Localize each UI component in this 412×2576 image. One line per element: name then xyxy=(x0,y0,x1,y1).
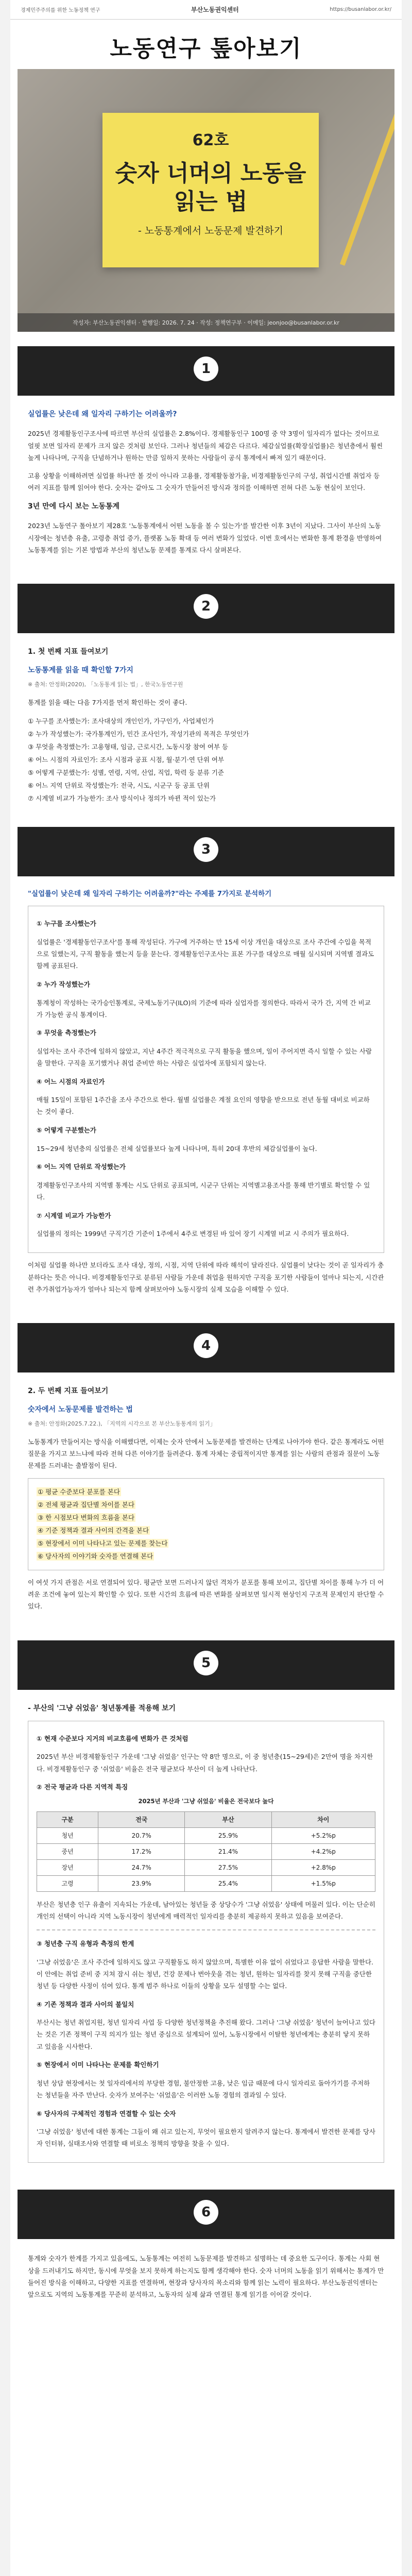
table-row xyxy=(37,1876,375,1892)
page-bottom xyxy=(10,2314,402,2334)
table-header: 부산 xyxy=(185,1811,271,1827)
paragraph: 노동통계가 만들어지는 방식을 이해했다면, 이제는 숫자 안에서 노동문제를 발견하는 단계로 나아가야 한다. 같은 통계라도 어떤 질문을 가지고 보느냐에 따라 전혀 다른 이야기를 들려준다. 통계 자체는 중립적이지만 통계를 읽는 사람의 관점과 질문이 노동문제를 드러내는 출발점이 된다. xyxy=(28,1437,384,1470)
box-caption: ⑥ 당사자의 구체적인 경험과 연결할 수 있는 숫자 xyxy=(37,2109,176,2117)
section-heading: 실업률은 낮은데 왜 일자리 구하기는 어려울까? xyxy=(28,410,177,418)
box-caption: ③ 무엇을 측정했는가 xyxy=(37,1029,96,1037)
paragraph: 2025년 부산 비경제활동인구 가운데 '그냥 쉬었음' 인구는 약 8만 명으로, 이 중 청년층(15~29세)은 2만여 명을 차지한다. 비경제활동인구 중 '쉬었음' 비율은 전국 평균보다 부산이 더 높게 나타난다. xyxy=(37,1753,373,1773)
section-2 xyxy=(18,584,394,812)
list-item xyxy=(37,1550,375,1562)
table-cell: 25.4% xyxy=(185,1876,271,1892)
list-item: ⑥ 어느 지역 단위로 작성했는가: 전국, 시도, 시군구 등 공표 단위 xyxy=(28,782,210,790)
section-heading: 1. 첫 번째 지표 들여보기 xyxy=(28,648,109,656)
checklist xyxy=(28,715,384,805)
hero-note xyxy=(102,113,319,267)
table-header: 차이 xyxy=(271,1811,375,1827)
paragraph: 부산시는 청년 취업지원, 청년 일자리 사업 등 다양한 청년정책을 추진해 왔다. 그러나 '그냥 쉬었음' 청년이 늘어나고 있다는 것은 기존 정책이 구직 의지가 있는 청년 중심으로 설계되어 있어, 노동시장에서 이탈한 청년에게는 충분히 닿지 못하고 있음을 시사한다. xyxy=(37,2019,375,2050)
paragraph: 고용 상황을 이해하려면 실업률 하나만 볼 것이 아니라 고용률, 경제활동참가율, 비경제활동인구의 구성, 취업시간별 취업자 등 여러 지표를 함께 읽어야 한다. 숫자는 같아도 그 숫자가 만들어진 방식과 정의를 이해하면 전혀 다른 노동 현실이 보인다. xyxy=(28,472,380,492)
list-item xyxy=(37,1524,375,1536)
table-cell: 21.4% xyxy=(185,1843,271,1859)
table-header: 구분 xyxy=(37,1811,98,1827)
box-caption: ⑤ 현장에서 이미 나타나는 문제를 확인하기 xyxy=(37,2061,159,2069)
table-cell: +4.2%p xyxy=(271,1843,375,1859)
brand-name: 부산노동권익센터 xyxy=(191,6,239,13)
box-caption: ② 누가 작성했는가 xyxy=(37,980,90,988)
comparison-table xyxy=(37,1811,375,1892)
table-cell: +1.5%p xyxy=(271,1876,375,1892)
table-header: 전국 xyxy=(98,1811,185,1827)
list-item: ① 누구를 조사했는가: 조사대상의 개인인가, 가구인가, 사업체인가 xyxy=(28,717,214,725)
section-header xyxy=(18,1323,394,1372)
list-item xyxy=(37,1499,375,1511)
table-cell: 23.9% xyxy=(98,1876,185,1892)
paragraph: 경제활동인구조사의 지역별 통계는 시도 단위로 공표되며, 시군구 단위는 지역별고용조사를 통해 반기별로 확인할 수 있다. xyxy=(37,1181,370,1201)
table-title: 2025년 부산과 '그냥 쉬었음' 비율은 전국보다 높다 xyxy=(138,1798,274,1805)
paragraph: '그냥 쉬었음'은 조사 주간에 일하지도 않고 구직활동도 하지 않았으며, 특별한 이유 없이 쉬었다고 응답한 사람을 말한다. 이 안에는 취업 준비 중 지쳐 잠시 쉬는 청년, 건강 문제나 번아웃을 겪는 청년, 원하는 일자리를 찾지 못해 구직을 중단한 청년 등 다양한 사정이 섞여 있다. 통계 범주 하나로 이들의 상황을 모두 설명할 수는 없다. xyxy=(37,1958,374,1990)
section-number: 5 xyxy=(194,1651,218,1675)
table-row xyxy=(37,1860,375,1876)
hero-image xyxy=(18,69,394,332)
box-caption: ⑤ 어떻게 구분했는가 xyxy=(37,1126,96,1134)
divider xyxy=(37,1929,375,1930)
paragraph: 부산은 청년층 인구 유출이 지속되는 가운데, 남아있는 청년들 중 상당수가 '그냥 쉬었음' 상태에 머물러 있다. 이는 단순히 개인의 선택이 아니라 지역 노동시장이 청년에게 매력적인 일자리를 충분히 제공하지 못하고 있음을 보여준다. xyxy=(37,1900,375,1921)
hero-title-line2: 읽는 법 xyxy=(174,189,248,215)
section-6 xyxy=(18,2190,394,2314)
section-header xyxy=(18,1640,394,1690)
hero-subtitle: - 노동통계에서 노동문제 발견하기 xyxy=(138,225,283,236)
list-item-text: ② 전체 평균과 집단별 차이를 본다 xyxy=(38,1500,135,1509)
table-cell: 17.2% xyxy=(98,1843,185,1859)
hero-credits: 작성자: 부산노동권익센터 · 발행일: 2026. 7. 24 · 작성: 정책연구부 · 이메일: jeonjoo@busanlabor.or.kr xyxy=(18,313,394,332)
table-cell: 장년 xyxy=(37,1860,98,1876)
box-caption: ⑦ 시계열 비교가 가능한가 xyxy=(37,1211,111,1219)
section-header xyxy=(18,346,394,396)
list-item xyxy=(37,1512,375,1523)
table-cell: 25.9% xyxy=(185,1827,271,1843)
section-number: 1 xyxy=(194,357,218,381)
list-item-text: ③ 한 시점보다 변화의 흐름을 본다 xyxy=(38,1514,135,1521)
hero-title-line1: 숫자 너머의 노동을 xyxy=(115,160,306,187)
box-caption: ② 전국 평균과 다른 지역적 특징 xyxy=(37,1783,128,1791)
table-cell: +2.8%p xyxy=(271,1860,375,1876)
section-5 xyxy=(18,1640,394,2175)
section-number: 4 xyxy=(194,1333,218,1358)
paragraph: '그냥 쉬었음' 청년에 대한 통계는 그들이 왜 쉬고 있는지, 무엇이 필요한지 알려주지 않는다. 통계에서 발견한 문제를 당사자 인터뷰, 실태조사와 연결할 때 비로소 정책의 방향을 찾을 수 있다. xyxy=(37,2128,375,2148)
section-heading: 2. 두 번째 지표 들여보기 xyxy=(28,1387,109,1396)
section-number: 6 xyxy=(194,2200,218,2225)
section-subheading: 노동통계를 읽을 때 확인할 7가지 xyxy=(28,666,134,675)
table-row xyxy=(37,1827,375,1843)
paragraph: 실업률은 '경제활동인구조사'를 통해 작성된다. 가구에 거주하는 만 15세 이상 개인을 대상으로 조사 주간에 수입을 목적으로 일했는지, 구직 활동을 했는지 등을 묻는다. 경제활동인구조사는 표본 가구를 대상으로 매월 실시되며 지역별 결과도 함께 공표된다. xyxy=(37,938,374,970)
table-cell: +5.2%p xyxy=(271,1827,375,1843)
paragraph: 2023년 노동연구 톺아보기 제28호 '노동통계에서 어떤 노동을 볼 수 있는가'를 발간한 이후 3년이 지났다. 그사이 부산의 노동시장에는 청년층 유출, 고령층 취업 증가, 플랫폼 노동 확대 등 여러 변화가 있었다. 이번 호에서는 변화한 통계 환경을 반영하여 노동통계를 읽는 기본 방법과 부산의 청년노동 문제를 통계로 다시 살펴본다. xyxy=(28,522,382,554)
section-subheading: 숫자에서 노동문제를 발견하는 법 xyxy=(28,1405,133,1414)
section-4 xyxy=(18,1323,394,1626)
list-item-text: ⑤ 현장에서 이미 나타나고 있는 문제를 찾는다 xyxy=(38,1539,168,1548)
page xyxy=(10,0,402,2576)
box-caption: ④ 기존 정책과 결과 사이의 불일치 xyxy=(37,2000,134,2008)
paragraph: 통계를 읽을 때는 다음 7가지를 먼저 확인하는 것이 좋다. xyxy=(28,698,187,706)
list-item: ② 누가 작성했는가: 국가통계인가, 민간 조사인가, 작성기관의 목적은 무엇인가 xyxy=(28,730,249,738)
case-box xyxy=(28,1721,384,2163)
table-header-row xyxy=(37,1811,375,1827)
table-cell: 27.5% xyxy=(185,1860,271,1876)
box-caption: ③ 청년층 구직 유형과 측정의 한계 xyxy=(37,1940,134,1948)
list-item: ⑦ 시계열 비교가 가능한가: 조사 방식이나 정의가 바뀐 적이 있는가 xyxy=(28,794,216,803)
list-item-text: ① 평균 수준보다 분포를 본다 xyxy=(38,1487,120,1496)
perspective-list xyxy=(28,1478,384,1570)
table-cell: 청년 xyxy=(37,1827,98,1843)
list-item-text: ⑥ 당사자의 이야기와 숫자를 연결해 본다 xyxy=(38,1552,153,1561)
list-item: ⑤ 어떻게 구분했는가: 성별, 연령, 지역, 산업, 직업, 학력 등 분류 기준 xyxy=(28,769,224,777)
box-caption: ① 누구를 조사했는가 xyxy=(37,920,96,928)
top-bar xyxy=(10,0,402,20)
pencil-icon xyxy=(340,104,394,266)
section-3 xyxy=(18,827,394,1309)
paragraph: 이 여섯 가지 관점은 서로 연결되어 있다. 평균만 보면 드러나지 않던 격차가 분포를 통해 보이고, 집단별 차이를 통해 누가 더 어려운 조건에 놓여 있는지 확인할 수 있다. 또한 시간의 흐름에 따른 변화를 살펴보면 일시적 현상인지 구조적 문제인지 판단할 수 있다. xyxy=(28,1579,384,1611)
section-header xyxy=(18,584,394,633)
paragraph: 이처럼 실업률 하나만 보더라도 조사 대상, 정의, 시점, 지역 단위에 따라 해석이 달라진다. 실업률이 낮다는 것이 곧 일자리가 충분하다는 뜻은 아니다. 비경제활동인구로 분류된 사람들 가운데 취업을 원하지만 구직을 포기한 사람들이 얼마나 되는지, 시간관련 추가취업가능자가 얼마나 되는지 함께 살펴보아야 노동시장의 실제 모습을 이해할 수 있다. xyxy=(28,1261,384,1293)
section-number: 3 xyxy=(194,837,218,862)
section-header xyxy=(18,827,394,876)
paragraph: 매월 15일이 포함된 1주간을 조사 주간으로 한다. 월별 실업률은 계절 요인의 영향을 받으므로 전년 동월 대비로 비교하는 것이 좋다. xyxy=(37,1096,370,1116)
paragraph: 실업자는 조사 주간에 일하지 않았고, 지난 4주간 적극적으로 구직 활동을 했으며, 일이 주어지면 즉시 일할 수 있는 사람을 말한다. 구직을 포기했거나 취업 준비만 하는 사람은 실업자에 포함되지 않는다. xyxy=(37,1047,372,1067)
list-item xyxy=(37,1486,375,1498)
table-row xyxy=(37,1843,375,1859)
paragraph: 2025년 경제활동인구조사에 따르면 부산의 실업률은 2.8%이다. 경제활동인구 100명 중 약 3명이 일자리가 없다는 것이므로 얼핏 보면 일자리 문제가 크지 않은 것처럼 보인다. 그러나 청년들의 체감은 다르다. 체감실업률(확장실업률)은 청년층에서 훨씬 높게 나타나며, 구직을 단념하거나 원하는 만큼 일하지 못하는 사람들이 공식 통계에서 빠져 있기 때문이다. xyxy=(28,430,383,462)
source-note: ※ 출처: 안정화(2025.7.22.), 「지역의 시각으로 본 부산노동통계의 읽기」 xyxy=(28,1420,216,1428)
top-bar-left: 경제민주주의를 위한 노동정책 연구 xyxy=(21,8,100,13)
page-title: 노동연구 톺아보기 xyxy=(110,36,302,62)
table-cell: 중년 xyxy=(37,1843,98,1859)
list-item-text: ④ 기준 정책과 결과 사이의 간격을 본다 xyxy=(38,1527,149,1535)
paragraph: 통계와 숫자가 한계를 가지고 있음에도, 노동통계는 여전히 노동문제를 발견하고 설명하는 데 중요한 도구이다. 통계는 사회 현상을 드러내기도 하지만, 동시에 무엇을 보지 못하게 하는지도 함께 생각해야 한다. 숫자 너머의 노동을 읽기 위해서는 통계가 만들어진 방식을 이해하고, 다양한 지표를 연결하며, 현장과 당사자의 목소리와 함께 읽는 노력이 필요하다. 부산노동권익센터는 앞으로도 지역의 노동통계를 꾸준히 분석하고, 노동자의 실제 삶과 연결된 통계 읽기를 이어갈 것이다. xyxy=(28,2255,384,2298)
paragraph: 청년 상담 현장에서는 첫 일자리에서의 부당한 경험, 불안정한 고용, 낮은 임금 때문에 다시 일자리로 돌아가기를 주저하는 청년들을 자주 만난다. 숫자가 보여주는 '쉬었음'은 이러한 노동 경험의 결과일 수 있다. xyxy=(37,2079,370,2099)
paragraph: 15~29세 청년층의 실업률은 전체 실업률보다 높게 나타나며, 특히 20대 후반의 체감실업률이 높다. xyxy=(37,1144,317,1153)
paragraph: 실업률의 정의는 1999년 구직기간 기준이 1주에서 4주로 변경된 바 있어 장기 시계열 비교 시 주의가 필요하다. xyxy=(37,1230,349,1238)
question-heading: "실업률이 낮은데 왜 일자리 구하기는 어려울까?"라는 주제를 7가지로 분석하기 xyxy=(28,890,272,899)
section-heading: - 부산의 '그냥 쉬었음' 청년통계를 적용해 보기 xyxy=(28,1704,176,1713)
section-heading: 3년 만에 다시 보는 노동통계 xyxy=(28,502,120,511)
top-bar-url[interactable]: https://busanlabor.or.kr/ xyxy=(330,7,391,12)
box-caption: ④ 어느 시점의 자료인가 xyxy=(37,1077,105,1086)
analysis-box xyxy=(28,906,384,1253)
source-note: ※ 출처: 안정화(2020), 「노동통계 읽는 법」, 한국노동연구원 xyxy=(28,681,183,688)
list-item xyxy=(37,1537,375,1549)
list-item: ③ 무엇을 측정했는가: 고용형태, 임금, 근로시간, 노동시장 참여 여부 등 xyxy=(28,742,229,751)
issue-number: 62호 xyxy=(192,131,229,149)
box-caption: ① 현재 수준보다 지거의 비교흐름에 변화가 큰 것처럼 xyxy=(37,1734,188,1742)
section-header xyxy=(18,2190,394,2239)
box-caption: ⑥ 어느 지역 단위로 작성했는가 xyxy=(37,1163,126,1171)
paragraph: 통계청이 작성하는 국가승인통계로, 국제노동기구(ILO)의 기준에 따라 실업자를 정의한다. 따라서 국가 간, 지역 간 비교가 가능한 공식 통계이다. xyxy=(37,998,371,1019)
section-number: 2 xyxy=(194,594,218,619)
table-cell: 24.7% xyxy=(98,1860,185,1876)
table-cell: 고령 xyxy=(37,1876,98,1892)
list-item: ④ 어느 시점의 자료인가: 조사 시점과 공표 시점, 월·분기·연 단위 여부 xyxy=(28,755,225,764)
section-1 xyxy=(18,346,394,569)
table-cell: 20.7% xyxy=(98,1827,185,1843)
